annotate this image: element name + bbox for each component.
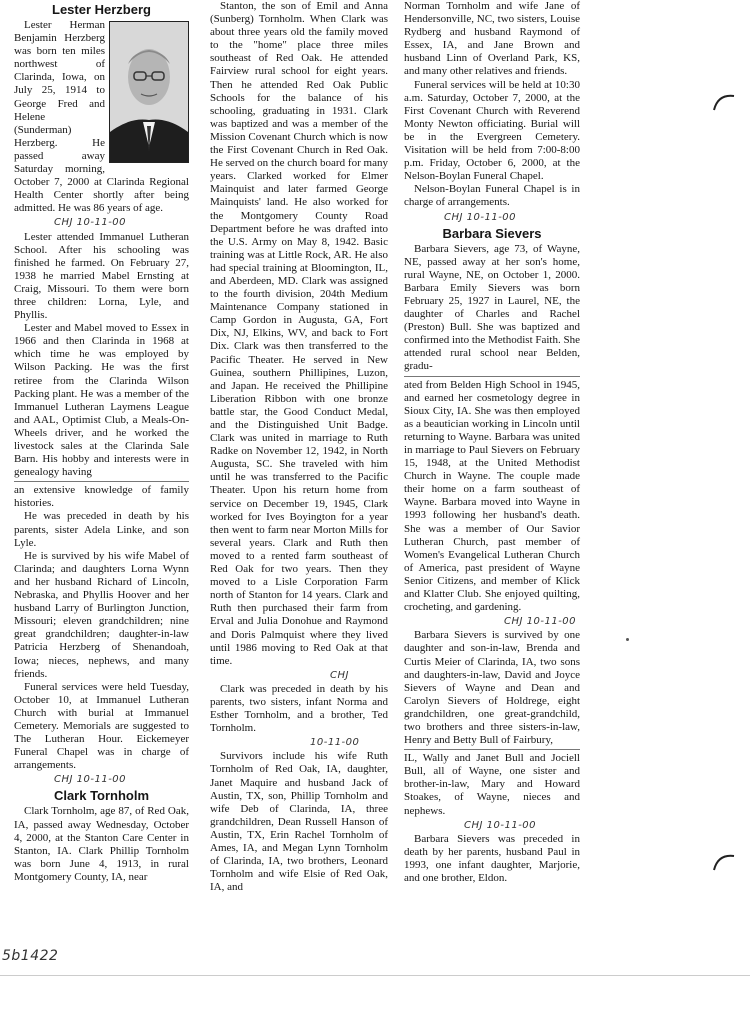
handwritten-date-note: CHJ 10-11-00 [54, 217, 127, 229]
column-1 [14, 0, 189, 884]
scan-speck [626, 638, 629, 641]
sievers-paragraph-1: Barbara Sievers, age 73, of Wayne, NE, passed away at her son's home, rural Wayne, NE, on October 1, 2000. Barbara Emily Sievers was born February 25, 1927 in Laurel, NE, the daughter of Charles and Rachel (Preston) Bull. She was baptized and confirmed into the Methodist Faith. She attended rural school near Belden, gradu- [404, 242, 580, 373]
binder-hole-mark [712, 852, 738, 872]
portrait-photo [109, 21, 189, 163]
tornholm-paragraph-4: Survivors include his wife Ruth Tornholm of Red Oak, IA, daughter, Janet Maquire and husband Jack of Austin, TX, son, Phillip Tornholm and wife Deb of Clarinda, IA, three grandchildren, Dean Russell Hanson of Austin, TX, Erin Rachel Tornholm of Ames, IA, and Megan Lynn Tornholm of Clarinda, IA, two brothers, Leonard Tornholm and wife Elsie of Red Oak, IA, and [210, 750, 388, 894]
herzberg-paragraph-3: Lester and Mabel moved to Essex in 1966 and then Clarinda in 1968 at which time he was employed by Wilson Packing. He was the first retiree from the Clarinda Wilson Packing plant. He was a member of the Immanuel Lutheran Laymens League and AAL, Optimist Club, a Meals-On-Wheels driver, and he worked the livestock sales at the Clarinda Sale Barn. His hobby and interests were in genealogy having [14, 322, 189, 479]
handwritten-margin-number: 5b1422 [2, 948, 59, 964]
herzberg-paragraph-6: Funeral services were held Tuesday, October 10, at Immanuel Lutheran Church with burial at Immanuel Cemetery. Memorials are suggested to The Lutheran Hour. Eickemeyer Funeral Chapel was in charge of arrangements. [14, 680, 189, 772]
tornholm-paragraph-1: Clark Tornholm, age 87, of Red Oak, IA, passed away Wednesday, October 4, 2000, at the Stanton Care Center in Stanton, IA. Clark Phillip Tornholm was born June 4, 1913, in rural Montgomery County, IA, near [14, 805, 189, 883]
obituary-heading-herzberg: Lester Herzberg [52, 2, 151, 17]
herzberg-paragraph-2: Lester attended Immanuel Lutheran School. After his schooling was finished he farmed. On February 27, 1938 he married Mabel Ernsting at Craig, Missouri. To them were born three children: Lorna, Lyle, and Phyllis. [14, 230, 189, 322]
handwritten-date-note: CHJ 10-11-00 [444, 211, 517, 223]
herzberg-paragraph-5: He is survived by his wife Mabel of Clarinda; and daughters Lorna Wynn and her husband Richard of Lincoln, Nebraska, and Phyllis Hoover and her husband Larry of Burlington Junction, Missouri; eleven grandchildren; nine great grandchildren; daughter-in-law Patricia Herzberg of Shenandoah, Iowa; nieces, nephews, and many friends. [14, 549, 189, 680]
handwritten-note: CHJ [330, 669, 349, 681]
handwritten-date-note: 10-11-00 [310, 737, 360, 749]
tornholm-paragraph-5: Norman Tornholm and wife Jane of Hendersonville, NC, two sisters, Louise Rydberg and husband Raymond of Essex, IA, and Jane Brown and husband Linn of Overland Park, KS, and many other relatives and friends. [404, 0, 580, 78]
sievers-paragraph-2: ated from Belden High School in 1945, and earned her cosmetology degree in Sioux City, IA. She was then employed as a beautician working in Lincoln until returning to Wayne. Barbara was united in marriage to Paul Sievers on February 15, 1948, at the United Methodist Church in Wayne. The couple made their home on a farm southeast of Wayne. Barbara moved into Wayne in 1993 following her husband's death. She was a member of Our Savior Lutheran Church, past member of Women's Evangelical Lutheran Church of America, past president of Wayne Senior Citizens, and member of Klick and Klatter Club. She enjoyed quilting, crocheting, and gardening. [404, 378, 580, 614]
sievers-paragraph-5: Barbara Sievers was preceded in death by her parents, husband Paul in 1993, one infant daughter, Marjorie, and one brother, Eldon. [404, 832, 580, 884]
herzberg-paragraph-4: He was preceded in death by his parents, sister Adela Linke, and son Lyle. [14, 510, 189, 549]
clipping-cut-line [404, 376, 580, 377]
tornholm-paragraph-2: Stanton, the son of Emil and Anna (Sunberg) Tornholm. When Clark was about three years old the family moved to the "home" place three miles southeast of Red Oak. He attended Fairview rural school for eight years. Then he attended Red Oak Public Schools for the balance of his schooling, graduating in 1931. Clark was baptized and was a member of the Mission Covenant Church which is now the First Covenant Church in Red Oak. He served on the church board for many years. Clarked worked for Elmer Mainquist and later farmed George Mainquists' land. He also worked for the Montgomery County Road Department before he was drafted into the U.S. Army on May 8, 1942. Basic training was at Little Rock, AR. He also had special training at Bloomington, IL, and Aberdeen, MD. Clark was assigned to the fourth division, 204th Medium Maintenance Company stationed in Camp Gordon in Augusta, GA, Fort Dix, NJ, Elkins, WV, and back to Fort Dix. Clark was then transferred to the Pacific Theater. He served in New Guinea, southern Phillipines, Luzon, and Japan. He received the Phillipine Liberation Ribbon with one bronze battle star, the Good Conduct Medal, and the Distinguished Unit Badge. Clark was united in marriage to Ruth Radke on November 12, 1942, in North Augusta, SC. She traveled with him until he was transferred to the Pacific Theater. Upon his return home from service on December 19, 1945, Clark worked for Ives Boyington for a year then went to farm near Morton Mills for several years. Clark and Ruth then moved to a rented farm southeast of Red Oak for two years. Then they moved to a Lisle Corporation Farm north of Stanton for 14 years. Clark and Ruth then purchased their farm from Erval and Julia Donohue and Raymond and Doris Palmquist where they lived until 1986 moving to Red Oak at that time. [210, 0, 388, 667]
handwritten-date-note: CHJ 10-11-00 [504, 616, 577, 628]
clipping-cut-line [404, 749, 580, 750]
obituary-heading-tornholm: Clark Tornholm [53, 788, 150, 804]
column-2 [210, 0, 388, 894]
tornholm-paragraph-3: Clark was preceded in death by his parents, two sisters, infant Norma and Esther Tornholm, and a brother, Ted Tornholm. [210, 682, 388, 735]
binder-hole-mark [712, 92, 738, 112]
page-edge-line [0, 975, 750, 976]
tornholm-paragraph-6: Funeral services will be held at 10:30 a.m. Saturday, October 7, 2000, at the First Covenant Church with Reverend Monty Newton officiating. Burial will be in the Evergreen Cemetery. Visitation will be held from 7:00-8:00 p.m. Friday, October 6, 2000, at the Nelson-Boylan Funeral Chapel. [404, 78, 580, 183]
sievers-paragraph-3: Barbara Sievers is survived by one daughter and son-in-law, Brenda and Curtis Meier of Clarinda, IA, two sons and daughters-in-law, David and Joyce Sievers of Wayne and Dean and Carolyn Sievers of Holdrege, eight grandchildren, one great-grandchild, two brothers and three sisters-in-law, Henry and Betty Bull of Fairbury, [404, 629, 580, 747]
herzberg-paragraph-1: Lester Herman Benjamin Herzberg was born ten miles northwest of Clarinda, Iowa, on July 25, 1914 to George Fred and Helene (Sunderman) Herzberg. He passed away Saturday morning, October 7, 2000 at Clarinda Regional Health Center shortly after being admitted. He was 86 years of age. [14, 19, 189, 215]
clipping-cut-line [14, 481, 189, 482]
obituary-heading-sievers: Barbara Sievers [442, 225, 542, 241]
column-3 [404, 0, 580, 885]
handwritten-date-note: CHJ 10-11-00 [464, 819, 537, 831]
tornholm-paragraph-7: Nelson-Boylan Funeral Chapel is in charge of arrangements. [404, 183, 580, 209]
handwritten-date-note: CHJ 10-11-00 [54, 774, 127, 786]
sievers-paragraph-4: IL, Wally and Janet Bull and Jociell Bull, all of Wayne, one sister and brother-in-law, Mary and Howard Stoakes, of Wayne, nieces and nephews. [404, 752, 580, 817]
portrait-image [110, 22, 188, 162]
herzberg-paragraph-3b: an extensive knowledge of family histories. [14, 484, 189, 510]
